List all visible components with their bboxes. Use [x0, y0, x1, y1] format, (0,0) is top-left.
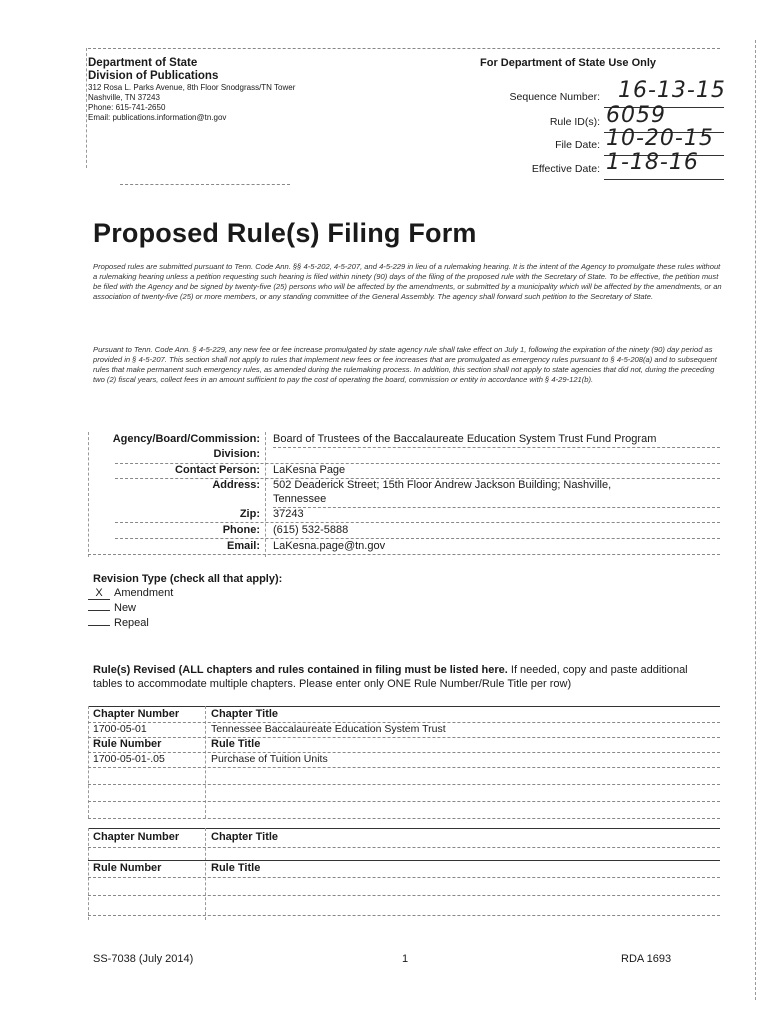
header-top-rule	[88, 48, 720, 49]
table2-top-rule	[88, 828, 720, 829]
agency-label: Agency/Board/Commission:	[112, 433, 260, 445]
table1-row-rule-5	[88, 784, 720, 785]
email-underline	[88, 554, 720, 555]
table1-chapter-title-header: Chapter Title	[211, 708, 279, 720]
page-right-edge	[755, 40, 756, 1000]
contact-label: Contact Person:	[175, 464, 260, 476]
revision-repeal-label: Repeal	[114, 617, 149, 629]
rules-revised-title: Rule(s) Revised (ALL chapters and rules contained in filing must be listed here.	[93, 664, 508, 676]
agency-value[interactable]: Board of Trustees of the Baccalaureate Education System Trust Fund Program	[273, 433, 657, 445]
table2-row-rule-4	[88, 895, 720, 896]
revision-new[interactable]	[88, 602, 136, 614]
address-underline	[273, 507, 720, 508]
file-date-value: 10-20-15	[606, 126, 714, 151]
phone-label: Phone:	[222, 524, 260, 536]
header-agency-block	[88, 57, 295, 123]
rule-id-label: Rule ID(s):	[549, 116, 600, 128]
revision-type-title: Revision Type (check all that apply):	[93, 573, 283, 585]
footer-page-number: 1	[402, 953, 409, 965]
table2-rule-title-header: Rule Title	[211, 862, 261, 874]
footer-form-number: SS-7038 (July 2014)	[93, 953, 194, 965]
dept-name: Department of State	[88, 57, 198, 69]
table1-row-rule-4	[88, 767, 720, 768]
table2-bottom-rule	[88, 915, 720, 916]
table1-rule-number[interactable]: 1700-05-01-.05	[93, 753, 165, 765]
revision-amendment-mark[interactable]: X	[88, 587, 110, 600]
email-value[interactable]: LaKesna.page@tn.gov	[273, 540, 386, 552]
table2-col-divider	[205, 828, 206, 920]
dept-phone: Phone: 615-741-2650	[88, 103, 166, 112]
table2-rule-number-header: Rule Number	[93, 862, 162, 874]
table1-top-rule	[88, 706, 720, 707]
effective-date-value: 1-18-16	[606, 150, 699, 175]
phone-underline	[115, 538, 720, 539]
address-value-1[interactable]: 502 Deaderick Street; 15th Floor Andrew Jackson Building; Nashville,	[273, 479, 612, 491]
table1-chapter-number-header: Chapter Number	[93, 708, 180, 720]
table1-row-rule-2	[88, 737, 720, 738]
rules-revised-instructions	[93, 663, 713, 691]
table2-row-rule-3	[88, 877, 720, 878]
rule-id-value: 6059	[606, 103, 666, 128]
effective-date-label: Effective Date:	[531, 163, 600, 175]
revision-repeal[interactable]	[88, 617, 149, 629]
header-left-rule	[86, 48, 87, 168]
table1-chapter-number[interactable]: 1700-05-01	[93, 723, 147, 735]
agency-underline	[273, 447, 720, 448]
dept-email: Email: publications.information@tn.gov	[88, 113, 227, 122]
fee-paragraph: Pursuant to Tenn. Code Ann. § 4-5-229, any new fee or fee increase promulgated by state agency rule shall take effect on July 1, following the expiration of the ninety (90) day period as provided in § 4-5-207. This section shall not apply to rules that implement new fees or fee increases that are promulgated as emergency rules pursuant to § 4-5-208(a) and to subsequent rules that make permanent such emergency rules, as amended during the rulemaking process. In addition, this section shall not apply to state agencies that did not, during the preceding two (2) fiscal years, collect fees in an amount sufficient to pay the cost of operating the board, commission or entity in accordance with § 4-29-121(b).	[93, 345, 717, 384]
table2-row-rule-2	[88, 860, 720, 861]
revision-new-label: New	[114, 602, 137, 614]
footer-rda: RDA 1693	[621, 953, 672, 965]
table1-chapter-title[interactable]: Tennessee Baccalaureate Education System Trust	[211, 723, 446, 735]
phone-value[interactable]: (615) 532-5888	[273, 524, 349, 536]
revision-amendment-label: Amendment	[114, 587, 174, 599]
table2-chapter-title-header: Chapter Title	[211, 831, 279, 843]
dept-address-2: Nashville, TN 37243	[88, 93, 160, 102]
zip-underline	[115, 522, 720, 523]
revision-new-mark[interactable]	[88, 610, 110, 611]
table2-chapter-number-header: Chapter Number	[93, 831, 180, 843]
table1-rule-title[interactable]: Purchase of Tuition Units	[211, 753, 328, 765]
intro-paragraph: Proposed rules are submitted pursuant to Tenn. Code Ann. §§ 4-5-202, 4-5-207, and 4-5-229 in lieu of a rulemaking hearing. It is the intent of the Agency to promulgate these rules without a rulemaking hearing unless a petition requesting such hearing is filed within ninety (90) days of the filing of the proposed rule with the Secretary of State. To be effective, the petition must be filed with the Agency and be signed by twenty-five (25) persons who will be affected by the amendments, or submitted by a municipality which will be affected by the amendments, or an association of twenty-five (25) or more members, or any standing committee of the General Assembly. The agency shall forward such petition to the Secretary of State.	[93, 262, 722, 301]
page-title: Proposed Rule(s) Filing Form	[93, 218, 477, 248]
revision-amendment[interactable]	[88, 587, 173, 600]
address-value-2[interactable]: Tennessee	[273, 493, 327, 505]
contact-value[interactable]: LaKesna Page	[273, 464, 346, 476]
table2-row-rule-1	[88, 847, 720, 848]
rules-revised-note: If needed, copy and paste additional tables to accommodate multiple chapters. Please enter only ONE Rule Number/Rule Title per row)	[93, 664, 688, 690]
table1-bottom-rule	[88, 818, 720, 819]
division-label: Division:	[213, 448, 260, 460]
address-label: Address:	[212, 479, 260, 491]
division-name: Division of Publications	[88, 70, 219, 82]
table1-row-rule-3	[88, 752, 720, 753]
sequence-label: Sequence Number:	[509, 91, 600, 103]
table1-rule-number-header: Rule Number	[93, 738, 162, 750]
table1-rule-title-header: Rule Title	[211, 738, 261, 750]
table1-row-rule-6	[88, 801, 720, 802]
agency-left-rule	[88, 432, 89, 557]
header-bottom-rule	[120, 184, 290, 185]
zip-label: Zip:	[239, 508, 260, 520]
zip-value[interactable]: 37243	[273, 508, 304, 520]
revision-repeal-mark[interactable]	[88, 625, 110, 626]
file-date-label: File Date:	[555, 139, 600, 151]
table2-left-rule	[88, 828, 89, 920]
effective-date-line	[604, 179, 724, 180]
sequence-value: 16-13-15	[618, 78, 726, 103]
email-label: Email:	[226, 540, 260, 552]
dept-address-1: 312 Rosa L. Parks Avenue, 8th Floor Snodgrass/TN Tower	[88, 83, 296, 92]
use-only-title: For Department of State Use Only	[480, 57, 657, 69]
